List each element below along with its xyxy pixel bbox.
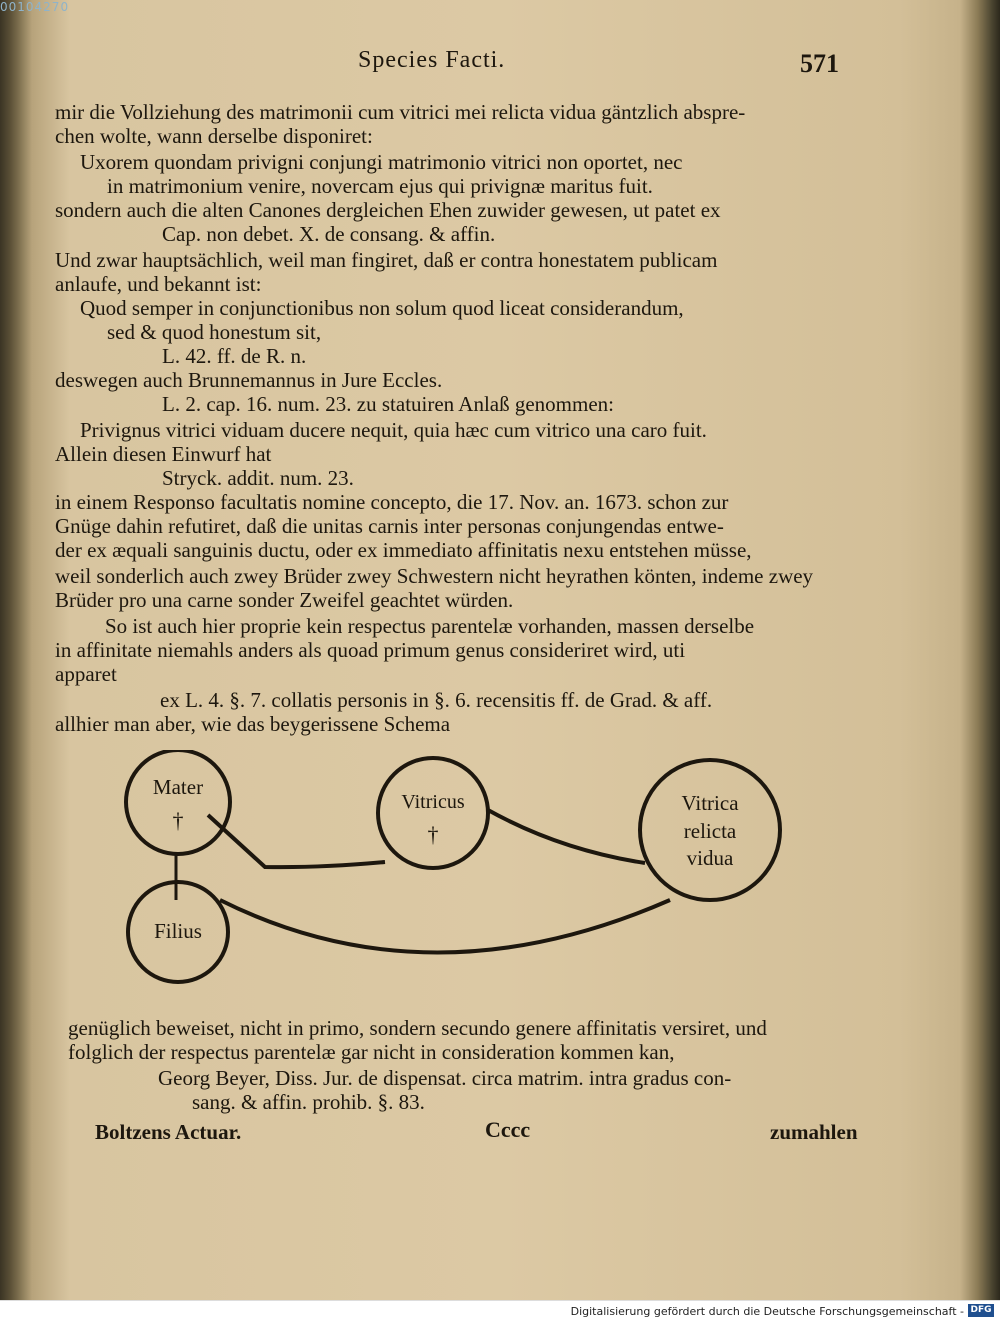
vitricus-cross: † xyxy=(427,822,439,847)
text-line: in matrimonium venire, novercam ejus qui privignæ maritus fuit. xyxy=(107,174,653,198)
text-line: Brüder pro una carne sonder Zweifel geachtet würden. xyxy=(55,588,514,612)
text-line: Georg Beyer, Diss. Jur. de dispensat. circa matrim. intra gradus con- xyxy=(158,1066,732,1090)
text-line: chen wolte, wann derselbe disponiret: xyxy=(55,124,373,148)
text-line: Gnüge dahin refutiret, daß die unitas carnis inter personas conjungendas entwe- xyxy=(55,514,724,538)
text-line: sed & quod honestum sit, xyxy=(107,320,322,344)
text-line: weil sonderlich auch zwey Brüder zwey Schwestern nicht heyrathen könten, indeme zwey xyxy=(55,564,814,588)
footer-bar xyxy=(0,1300,1000,1322)
text-line: L. 42. ff. de R. n. xyxy=(162,344,307,368)
vitrica-vidua-label: vidua xyxy=(686,846,734,870)
line-filius-vitrica xyxy=(220,900,670,953)
text-line: sondern auch die alten Canones dergleichen Ehen zuwider gewesen, ut patet ex xyxy=(55,198,721,222)
text-line: Und zwar hauptsächlich, weil man fingiret, daß er contra honestatem publicam xyxy=(55,248,718,272)
text-line: Uxorem quondam privigni conjungi matrimonio vitrici non oportet, nec xyxy=(80,150,683,174)
text-line: So ist auch hier proprie kein respectus parentelæ vorhanden, massen derselbe xyxy=(105,614,755,638)
mater-circle xyxy=(126,750,230,854)
catchword: zumahlen xyxy=(770,1120,858,1144)
mater-label: Mater xyxy=(152,775,204,799)
vitricus-label: Vitricus xyxy=(401,791,465,813)
signature-mark: Cccc xyxy=(485,1117,531,1142)
line-vitricus-vitrica xyxy=(488,810,645,863)
text-line: deswegen auch Brunnemannus in Jure Eccles. xyxy=(55,368,443,392)
text-line: in affinitate niemahls anders als quoad primum genus consideriret wird, uti xyxy=(55,638,686,662)
line-mater-vitricus xyxy=(208,815,385,867)
dfg-logo-icon[interactable]: DFG xyxy=(968,1304,994,1317)
text-line: ex L. 4. §. 7. collatis personis in §. 6. recensitis ff. de Grad. & aff. xyxy=(160,688,713,712)
text-line: sang. & affin. prohib. §. 83. xyxy=(192,1090,425,1114)
text-line: anlaufe, und bekannt ist: xyxy=(55,272,262,296)
filius-label: Filius xyxy=(154,919,202,943)
vitricus-circle xyxy=(378,758,488,868)
vitrica-label: Vitrica xyxy=(681,791,739,815)
text-line: der ex æquali sanguinis ductu, oder ex immediato affinitatis nexu entstehen müsse, xyxy=(55,538,752,562)
vitrica-relicta-label: relicta xyxy=(683,819,737,843)
scan-id: 00104270 xyxy=(0,0,70,14)
text-line: allhier man aber, wie das beygerissene Schema xyxy=(55,712,451,736)
mater-cross: † xyxy=(172,808,184,833)
signature-left: Boltzens Actuar. xyxy=(95,1120,242,1144)
text-line: apparet xyxy=(55,662,117,686)
page-number: 571 xyxy=(800,49,839,78)
text-line: Stryck. addit. num. 23. xyxy=(162,466,354,490)
text-line: Privignus vitrici viduam ducere nequit, quia hæc cum vitrico una caro fuit. xyxy=(80,418,707,442)
text-line: folglich der respectus parentelæ gar nicht in consideration kommen kan, xyxy=(68,1040,675,1064)
running-head: Species Facti. xyxy=(358,47,506,73)
text-line: mir die Vollziehung des matrimonii cum vitrici mei relicta vidua gäntzlich abspre- xyxy=(55,100,746,124)
affinity-schema xyxy=(120,750,800,1010)
footer-credit[interactable]: Digitalisierung gefördert durch die Deutsche Forschungsgemeinschaft - xyxy=(570,1305,964,1318)
text-line: Quod semper in conjunctionibus non solum quod liceat considerandum, xyxy=(80,296,684,320)
text-line: in einem Responso facultatis nomine concepto, die 17. Nov. an. 1673. schon zur xyxy=(55,490,729,514)
text-line: genüglich beweiset, nicht in primo, sondern secundo genere affinitatis versiret, und xyxy=(68,1016,767,1040)
text-line: L. 2. cap. 16. num. 23. zu statuiren Anlaß genommen: xyxy=(162,392,614,416)
text-line: Allein diesen Einwurf hat xyxy=(55,442,272,466)
text-line: Cap. non debet. X. de consang. & affin. xyxy=(162,222,496,246)
